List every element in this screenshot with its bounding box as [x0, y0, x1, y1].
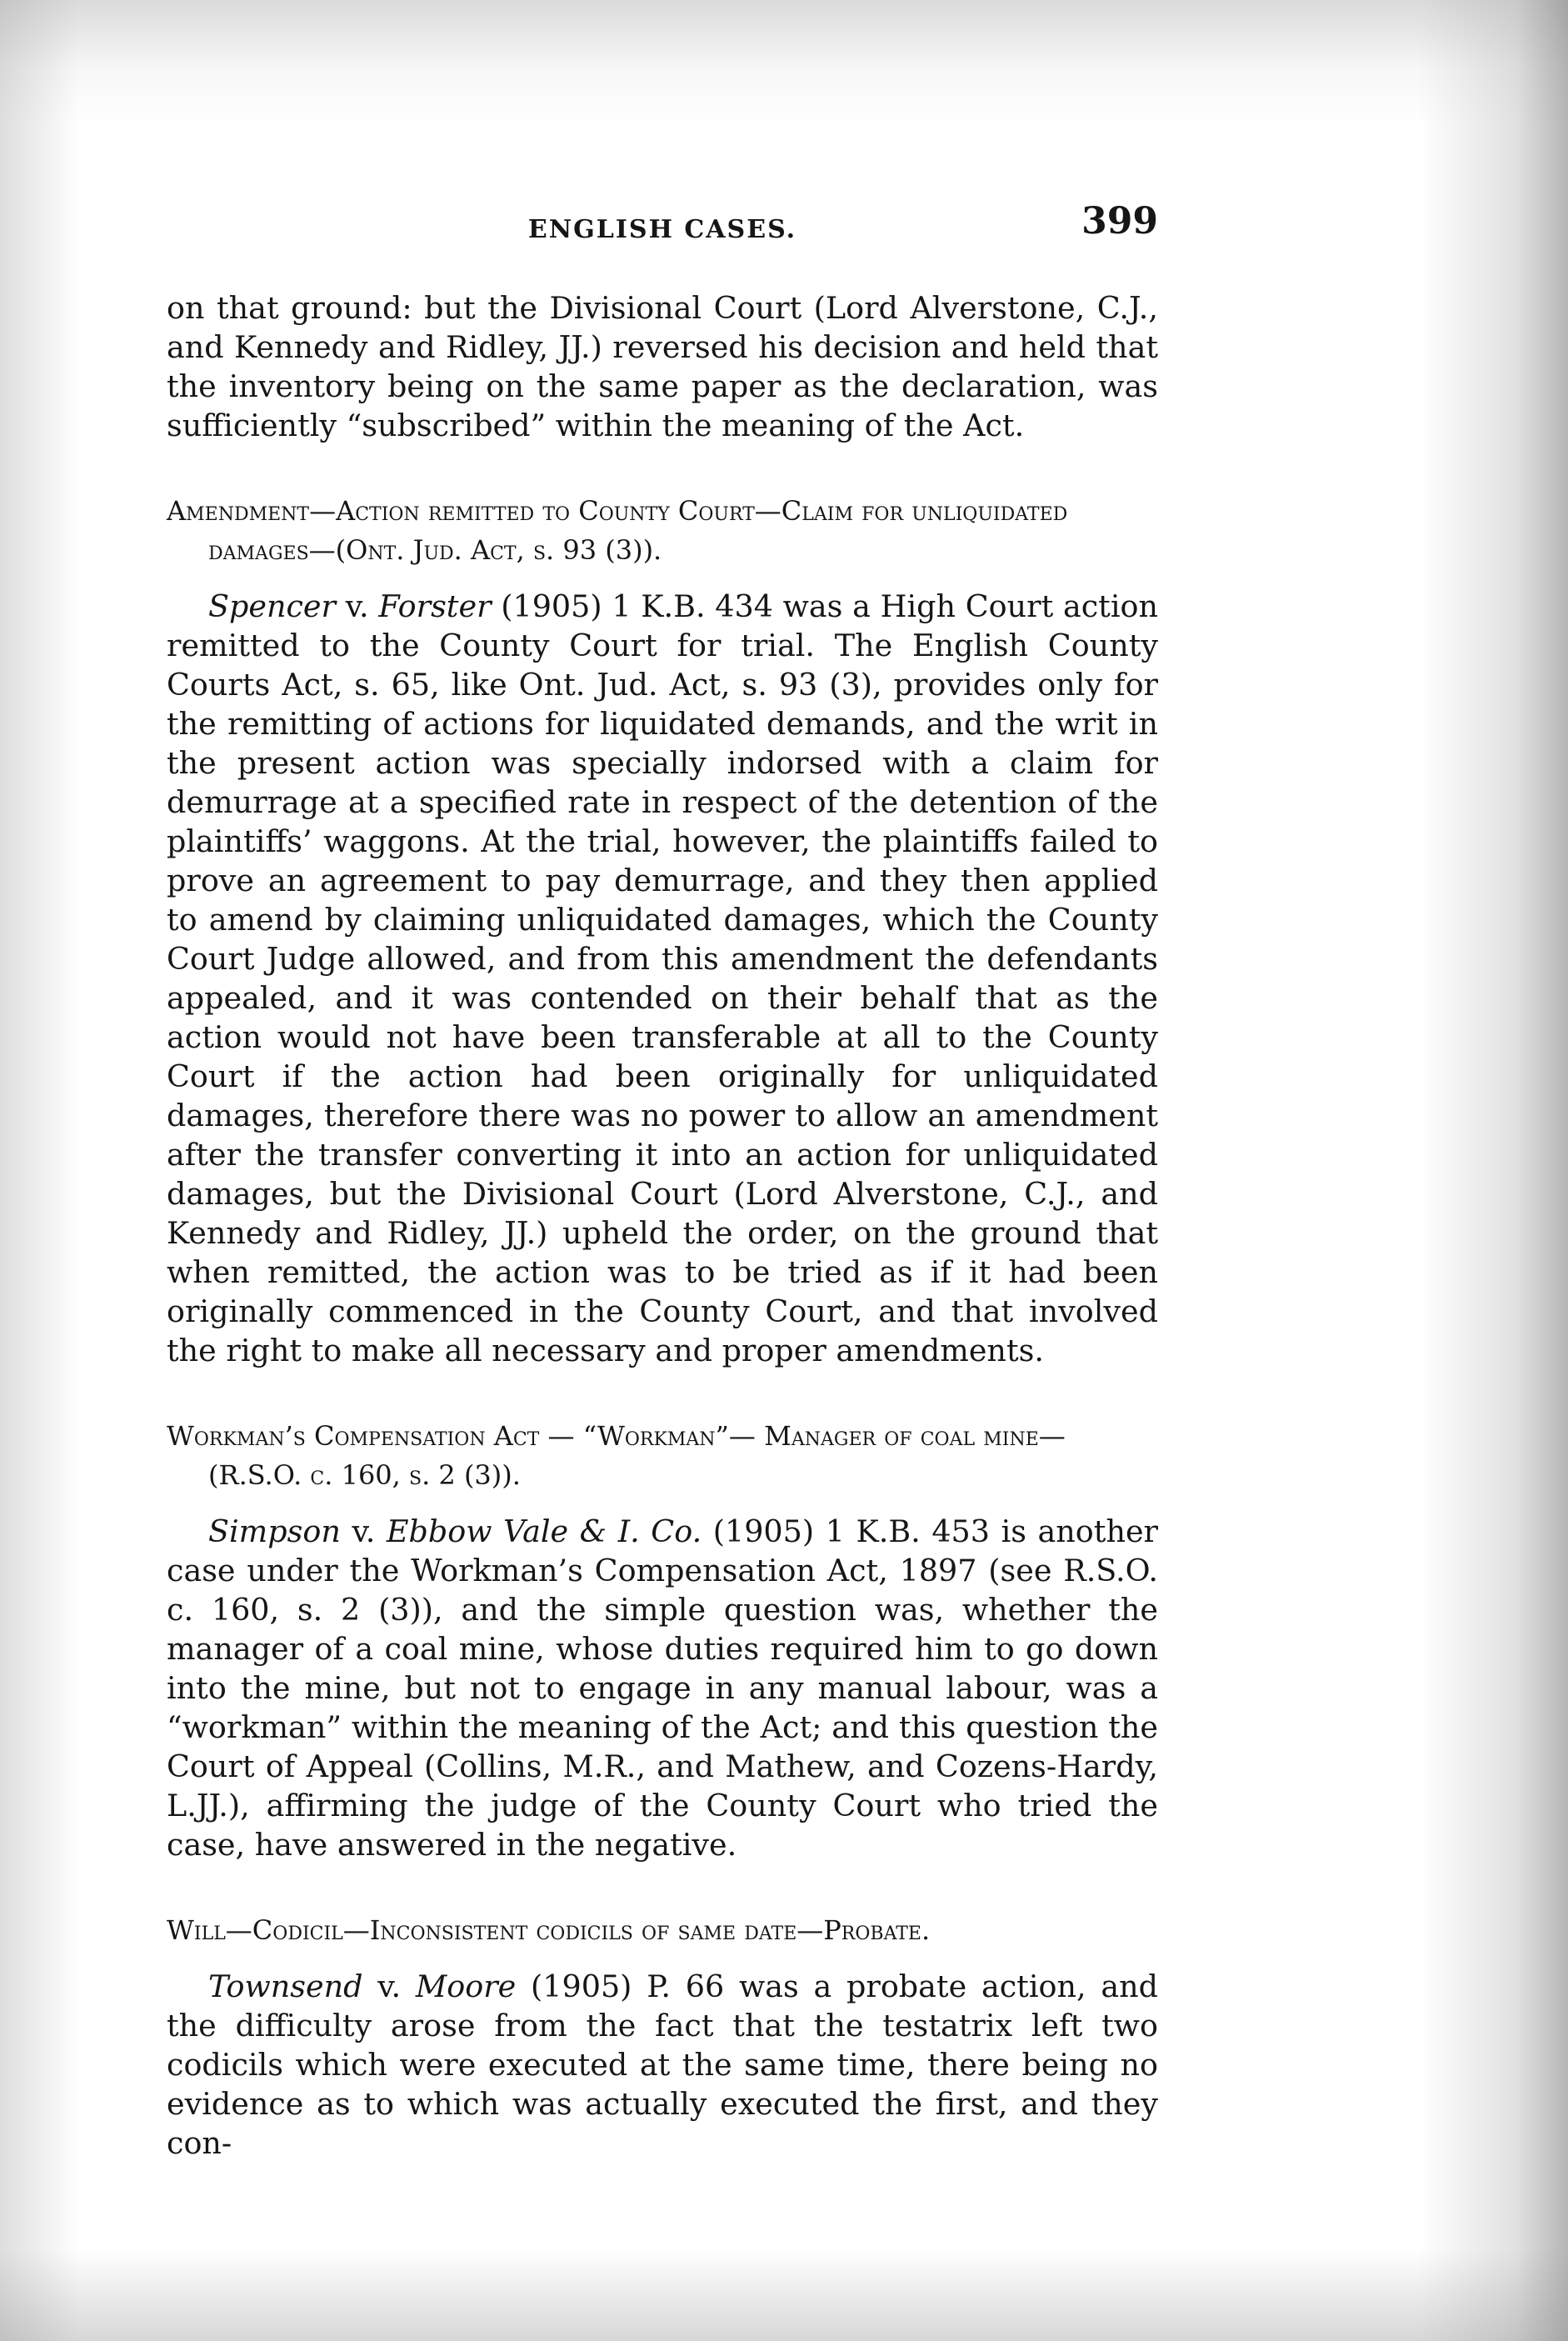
case-text: (1905) 1 K.B. 434 was a High Court action remitted to the County Court for trial. The English County Courts Act, s. 65, like Ont. Jud. Act, s. 93 (3), provides only for the remitting of actions for liquidated demands, and the writ in the present action was specially indorsed with a claim for demurrage at a specified rate in respect of the detention of the plaintiffs’ waggons. At the trial, however, the plaintiffs failed to prove an agreement to pay demurrage, and they then applied to amend by claiming unliquidated damages, which the County Court Judge allowed, and from this amendment the defendants appealed, and it was contended on their behalf that as the action would not have been transferable at all to the County Court if the action had been originally for unliquidated damages, therefore there was no power to allow an amendment after the transfer converting it into an action for unliquidated damages, but the Divisional Court (Lord Alverstone, C.J., and Kennedy and Ridley, JJ.) upheld the order, on the ground that when remitted, the action was to be tried as if it had been originally commenced in the County Court, and that involved the right to make all necessary and proper amendments. — [167, 588, 1158, 1368]
scan-shadow-bottom — [0, 2249, 1568, 2341]
continuation-paragraph: on that ground: but the Divisional Court (Lord Alverstone, C.J., and Kennedy and Ridley, JJ.) reversed his decision and held that the inventory being on the same paper as the declaration, was sufficiently “subscribed” within the meaning of the Act. — [167, 290, 1158, 443]
case-party-defendant: Moore — [415, 1968, 517, 2004]
case-text: (1905) 1 K.B. 453 is another case under the Workman’s Compensation Act, 1897 (see R.S.O. c. 160, s. 2 (3)), and the simple question was, whether the manager of a coal mine, whose duties required him to go down into the mine, but not to engage in any manual labour, was a “workman” within the meaning of the Act; and this question the Court of Appeal (Collins, M.R., and Mathew, and Cozens-Hardy, L.JJ.), affirming the judge of the County Court who tried the case, have answered in the negative. — [167, 1513, 1159, 1863]
case-party-plaintiff: Simpson — [208, 1513, 341, 1549]
running-title: ENGLISH CASES. — [527, 215, 797, 244]
page-number: 399 — [1081, 200, 1158, 243]
section-heading-workman: Workman’s Compensation Act — “Workman”— Manager of coal mine—(R.S.O. c. 160, s. 2 (3)). — [167, 1420, 1066, 1491]
book-page — [167, 200, 1158, 2163]
case-party-plaintiff: Townsend — [208, 1968, 363, 2004]
section-body-amendment — [167, 587, 1158, 1370]
running-head — [167, 200, 1158, 258]
scan-shadow-top — [0, 0, 1568, 125]
case-versus: v. — [362, 1968, 416, 2004]
section-body-workman — [167, 1512, 1158, 1864]
case-party-defendant: Forster — [378, 588, 492, 624]
scan-shadow-right — [1418, 0, 1568, 2341]
case-party-plaintiff: Spencer — [208, 588, 336, 624]
case-versus: v. — [340, 1513, 387, 1549]
section-heading-amendment: Amendment—Action remitted to County Court—Claim for unliquidated damages—(Ont. Jud. Act, s. 93 (3)). — [167, 495, 1068, 566]
case-text: (1905) P. 66 was a probate action, and the difficulty arose from the fact that the testatrix left two codicils which were executed at the same time, there being no evidence as to which was actually executed the first, and they con- — [167, 1968, 1158, 2161]
section-body-will — [167, 1967, 1158, 2163]
case-versus: v. — [335, 588, 379, 624]
scan-shadow-left — [0, 0, 79, 2341]
section-heading-will: Will—Codicil—Inconsistent codicils of same date—Probate. — [167, 1914, 931, 1946]
case-party-defendant: Ebbow Vale & I. Co. — [386, 1513, 702, 1549]
